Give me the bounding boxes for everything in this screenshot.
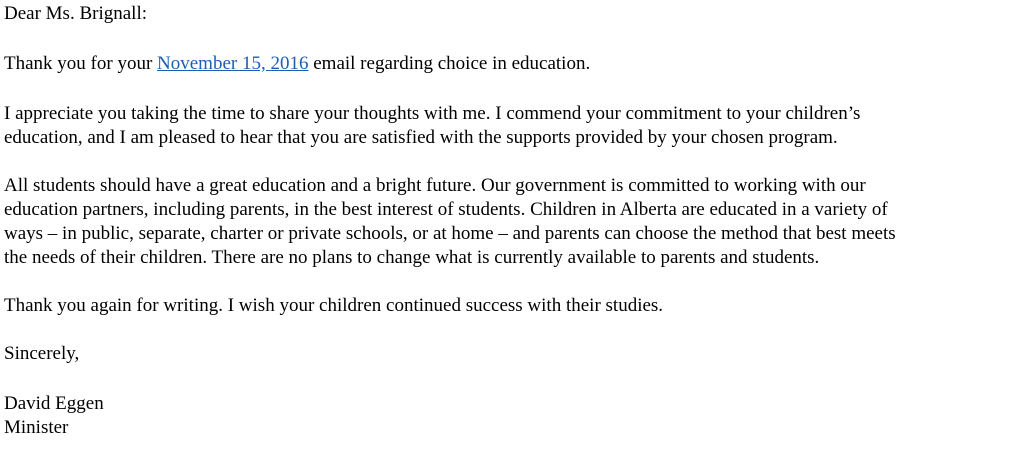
- students-paragraph: [4, 174, 896, 270]
- closing: Sincerely,: [4, 343, 80, 364]
- greeting: Dear Ms. Brignall:: [4, 3, 148, 24]
- paragraph-line: education partners, including parents, in the best interest of students. Children in Alberta are educated in a variety of: [4, 199, 888, 220]
- paragraph-line: ways – in public, separate, charter or private schools, or at home – and parents can choose the method that best meets: [4, 223, 896, 244]
- thanks-text-before: Thank you for your: [4, 53, 158, 74]
- paragraph-line: All students should have a great education and a bright future. Our government is committed to working with our: [4, 175, 866, 196]
- paragraph-line: education, and I am pleased to hear that you are satisfied with the supports provided by your chosen program.: [4, 127, 838, 148]
- signature-name: David Eggen: [4, 393, 104, 414]
- thanks-paragraph: [4, 52, 590, 76]
- signature-title: Minister: [4, 417, 69, 438]
- thanks-text-after: email regarding choice in education.: [308, 53, 591, 74]
- paragraph-line: I appreciate you taking the time to share your thoughts with me. I commend your commitment to your children’s: [4, 103, 861, 124]
- email-date-link[interactable]: November 15, 2016: [157, 53, 309, 74]
- thanks-again-paragraph: Thank you again for writing. I wish your children continued success with their studies.: [4, 295, 664, 316]
- paragraph-line: the needs of their children. There are no plans to change what is currently available to parents and students.: [4, 247, 820, 268]
- signature-block: [4, 392, 104, 440]
- appreciation-paragraph: [4, 102, 860, 150]
